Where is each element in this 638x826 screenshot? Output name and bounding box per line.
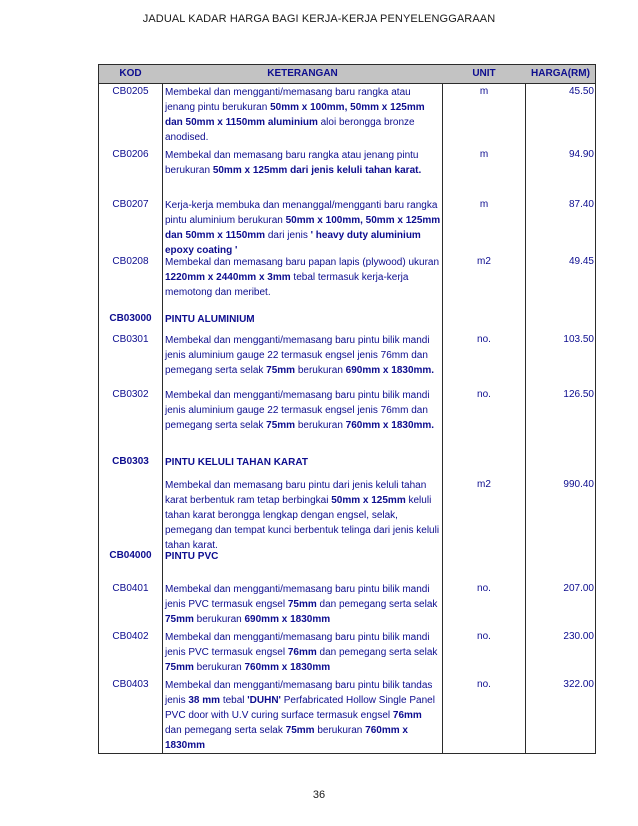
item-unit: no. xyxy=(477,679,491,690)
item-unit: m xyxy=(479,199,489,210)
description-segment: tebal termasuk kerja-kerja memotong dan meribet. xyxy=(165,272,409,298)
item-description xyxy=(165,148,441,178)
table-row xyxy=(99,677,595,753)
page-title: JADUAL KADAR HARGA BAGI KERJA-KERJA PENYELENGGARAAN xyxy=(142,13,496,25)
item-price: 45.50 xyxy=(568,86,594,97)
item-description xyxy=(165,333,441,378)
description-segment: 760mm x 1830mm xyxy=(244,662,331,673)
description-segment: 50mm x 100mm, 50mm x 125mm dan 50mm x 1150mm xyxy=(165,215,441,241)
header-code: KOD xyxy=(119,68,142,79)
item-description xyxy=(165,388,441,433)
header-unit: UNIT xyxy=(472,68,496,79)
item-code: CB0301 xyxy=(112,334,149,345)
description-segment: 75mm xyxy=(266,420,296,431)
item-code: CB0206 xyxy=(112,149,149,160)
description-segment: berukuran xyxy=(295,420,346,431)
item-price: 322.00 xyxy=(563,679,594,690)
table-row xyxy=(99,581,595,629)
description-segment: keluli tahan karat berongga lengkap dengan engsel, selak, pemegang dan tempat kunci berbentuk telinga dari jenis keluli tahan karat. xyxy=(165,495,440,551)
description-segment: 1220mm x 2440mm x 3mm xyxy=(165,272,291,283)
header-description: KETERANGAN xyxy=(267,68,338,79)
description-segment: 760mm x 1830mm xyxy=(165,725,408,751)
table-row xyxy=(99,387,595,452)
item-price: 230.00 xyxy=(563,631,594,642)
item-code: CB03000 xyxy=(109,313,152,324)
item-code: CB0402 xyxy=(112,631,149,642)
item-code: CB0403 xyxy=(112,679,149,690)
description-segment: tebal xyxy=(220,695,248,706)
description-segment: 76mm xyxy=(287,647,317,658)
item-unit: no. xyxy=(477,583,491,594)
section-row xyxy=(99,546,595,581)
description-segment: Membekal dan memasang baru rangka atau jenang pintu berukuran xyxy=(165,150,419,176)
table-body xyxy=(99,84,595,753)
page-number: 36 xyxy=(312,789,326,801)
description-segment: Membekal dan mengganti/memasang baru rangka atau jenang pintu berukuran xyxy=(165,87,411,113)
item-price: 94.90 xyxy=(568,149,594,160)
description-segment: 75mm xyxy=(287,599,317,610)
description-segment: 690mm x 1830mm xyxy=(244,614,331,625)
description-segment: 760mm x 1830mm. xyxy=(345,420,435,431)
item-unit: m2 xyxy=(477,256,491,267)
description-segment: 50mm x 125mm xyxy=(331,495,406,506)
item-price: 990.40 xyxy=(563,479,594,490)
description-segment: 'DUHN' xyxy=(247,695,281,706)
description-segment: 38 mm xyxy=(188,695,221,706)
item-code: CB0208 xyxy=(112,256,149,267)
section-row xyxy=(99,309,595,332)
description-segment: dan pemegang serta selak xyxy=(165,725,286,736)
description-segment: 75mm xyxy=(266,365,296,376)
item-description xyxy=(165,198,441,258)
item-description xyxy=(165,678,441,753)
description-segment: ' heavy duty aluminium epoxy coating ' xyxy=(165,230,421,256)
description-segment: 75mm xyxy=(165,662,194,673)
item-description xyxy=(165,85,441,145)
description-segment: 75mm xyxy=(285,725,315,736)
description-segment: berukuran xyxy=(193,614,245,625)
description-segment: Membekal dan memasang baru papan lapis (plywood) ukuran xyxy=(165,257,440,268)
item-code: CB0205 xyxy=(112,86,149,97)
description-segment: 76mm xyxy=(392,710,422,721)
section-heading: PINTU PVC xyxy=(165,551,219,562)
description-segment: berukuran xyxy=(295,365,346,376)
description-segment: Membekal dan mengganti/memasang baru pintu bilik mandi jenis PVC termasuk engsel xyxy=(165,584,430,610)
header-price: HARGA(RM) xyxy=(531,68,590,79)
item-unit: m2 xyxy=(477,479,491,490)
description-segment: Membekal dan mengganti/memasang baru pintu bilik tandas jenis xyxy=(165,680,433,706)
description-segment: Kerja-kerja membuka dan menanggal/mengganti baru rangka pintu aluminium berukuran xyxy=(165,200,438,226)
description-segment: berukuran xyxy=(193,662,245,673)
section-heading: PINTU ALUMINIUM xyxy=(165,314,255,325)
item-unit: m xyxy=(479,86,489,97)
table-row xyxy=(99,254,595,309)
table-row xyxy=(99,332,595,387)
description-segment: dan pemegang serta selak xyxy=(316,647,438,658)
table-row xyxy=(99,477,595,551)
section-heading: PINTU KELULI TAHAN KARAT xyxy=(165,457,308,468)
item-description xyxy=(165,255,441,300)
item-description xyxy=(165,630,441,675)
table-row xyxy=(99,147,595,197)
description-segment: dari jenis xyxy=(265,230,311,241)
description-segment: Membekal dan memasang baru pintu dari jenis keluli tahan karat berbentuk ram tetap berbingkai xyxy=(165,480,427,506)
item-unit: no. xyxy=(477,389,491,400)
table-header xyxy=(99,65,595,84)
description-segment: Membekal dan mengganti/memasang baru pintu bilik mandi jenis aluminium gauge 22 termasuk engsel jenis 76mm dan pemegang serta selak xyxy=(165,335,430,376)
description-segment: 50mm x 100mm, 50mm x 125mm dan 50mm x 1150mm aluminium xyxy=(165,102,425,128)
description-segment: berukuran xyxy=(314,725,366,736)
section-row xyxy=(99,452,595,477)
item-unit: no. xyxy=(477,631,491,642)
item-code: CB0207 xyxy=(112,199,149,210)
item-price: 87.40 xyxy=(568,199,594,210)
item-price: 49.45 xyxy=(568,256,594,267)
description-segment: 75mm xyxy=(165,614,194,625)
item-unit: m xyxy=(479,149,489,160)
item-code: CB0303 xyxy=(112,456,149,467)
item-code: CB04000 xyxy=(109,550,152,561)
table-row xyxy=(99,629,595,677)
item-price: 103.50 xyxy=(563,334,594,345)
item-unit: no. xyxy=(477,334,491,345)
item-description xyxy=(165,582,441,627)
description-segment: Perfabricated Hollow Single Panel PVC door with U.V curing surface termasuk engsel xyxy=(165,695,435,721)
table-row xyxy=(99,197,595,254)
item-price: 126.50 xyxy=(563,389,594,400)
item-price: 207.00 xyxy=(563,583,594,594)
item-description xyxy=(165,478,441,553)
description-segment: 690mm x 1830mm. xyxy=(345,365,435,376)
description-segment: dan pemegang serta selak xyxy=(316,599,438,610)
description-segment: Membekal dan mengganti/memasang baru pintu bilik mandi jenis aluminium gauge 22 termasuk engsel jenis 76mm dan pemegang serta selak xyxy=(165,390,430,431)
description-segment: Membekal dan mengganti/memasang baru pintu bilik mandi jenis PVC termasuk engsel xyxy=(165,632,430,658)
item-code: CB0401 xyxy=(112,583,149,594)
item-code: CB0302 xyxy=(112,389,149,400)
rate-table xyxy=(98,64,596,754)
description-segment: aloi berongga bronze anodised. xyxy=(165,117,415,143)
description-segment: 50mm x 125mm dari jenis keluli tahan karat. xyxy=(212,165,422,176)
table-row xyxy=(99,84,595,147)
